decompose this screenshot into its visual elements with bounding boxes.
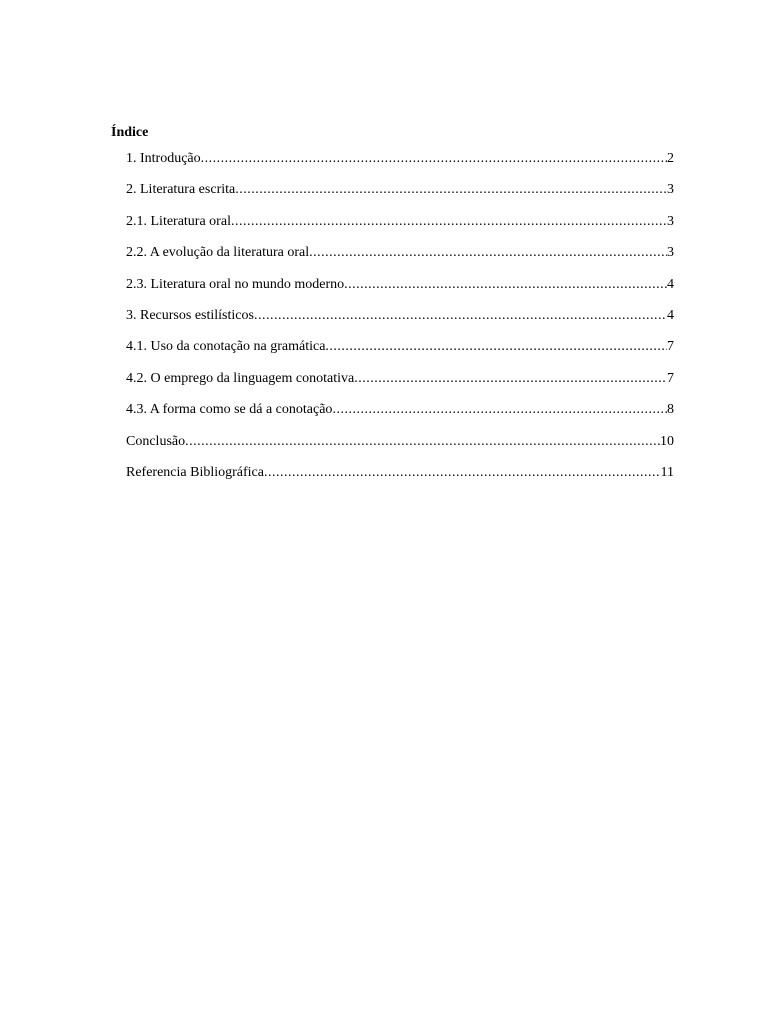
toc-entry-page-number: 7: [667, 339, 674, 355]
toc-entry-page-number: 7: [667, 370, 674, 386]
toc-entry-evolucao-literatura-oral[interactable]: [126, 244, 674, 275]
toc-entry-label: Conclusão: [126, 433, 186, 449]
toc-entry-label: 2.3. Literatura oral no mundo moderno: [126, 276, 345, 292]
toc-entry-page-number: 8: [667, 402, 674, 418]
toc-entry-label: 4.2. O emprego da linguagem conotativa: [126, 370, 355, 386]
toc-entry-label: 2. Literatura escrita: [126, 182, 236, 198]
toc-entry-recursos-estilisticos[interactable]: [126, 307, 674, 338]
toc-entry-conclusao[interactable]: [126, 433, 674, 464]
toc-title: Índice: [111, 125, 149, 140]
dot-leader: [354, 370, 667, 388]
dot-leader: [235, 181, 667, 199]
toc-entry-referencia-bibliografica[interactable]: [126, 464, 674, 495]
toc-entry-label: 4.1. Uso da conotação na gramática: [126, 339, 326, 355]
toc-entry-page-number: 3: [667, 213, 674, 229]
toc-entry-label: 2.1. Literatura oral: [126, 213, 231, 229]
dot-leader: [264, 464, 661, 482]
toc-entry-label: Referencia Bibliográfica: [126, 464, 264, 480]
toc-entry-emprego-linguagem-conotativa[interactable]: [126, 370, 674, 401]
toc-entry-label: 2.2. A evolução da literatura oral: [126, 245, 310, 261]
toc-entry-literatura-escrita[interactable]: [126, 181, 674, 212]
dot-leader: [185, 433, 660, 451]
dot-leader: [309, 244, 667, 262]
dot-leader: [231, 213, 667, 231]
dot-leader: [344, 276, 667, 294]
dot-leader: [325, 338, 667, 356]
toc-entry-introducao[interactable]: [126, 150, 674, 181]
toc-list: [126, 150, 674, 495]
toc-entry-page-number: 10: [660, 433, 674, 449]
toc-entry-uso-conotacao[interactable]: [126, 338, 674, 369]
toc-entry-page-number: 11: [660, 464, 674, 480]
toc-entry-page-number: 4: [667, 307, 674, 323]
toc-entry-page-number: 3: [667, 182, 674, 198]
toc-entry-literatura-oral[interactable]: [126, 213, 674, 244]
dot-leader: [201, 150, 667, 168]
toc-entry-page-number: 2: [667, 151, 674, 166]
toc-entry-label: 3. Recursos estilísticos: [126, 307, 254, 323]
toc-entry-label: 4.3. A forma como se dá a conotação: [126, 402, 333, 418]
dot-leader: [332, 401, 667, 419]
toc-entry-literatura-oral-mundo-moderno[interactable]: [126, 276, 674, 307]
toc-entry-page-number: 3: [667, 245, 674, 261]
toc-entry-page-number: 4: [667, 276, 674, 292]
toc-entry-forma-conotacao[interactable]: [126, 401, 674, 432]
toc-entry-label: 1. Introdução: [126, 151, 201, 166]
dot-leader: [254, 307, 667, 325]
